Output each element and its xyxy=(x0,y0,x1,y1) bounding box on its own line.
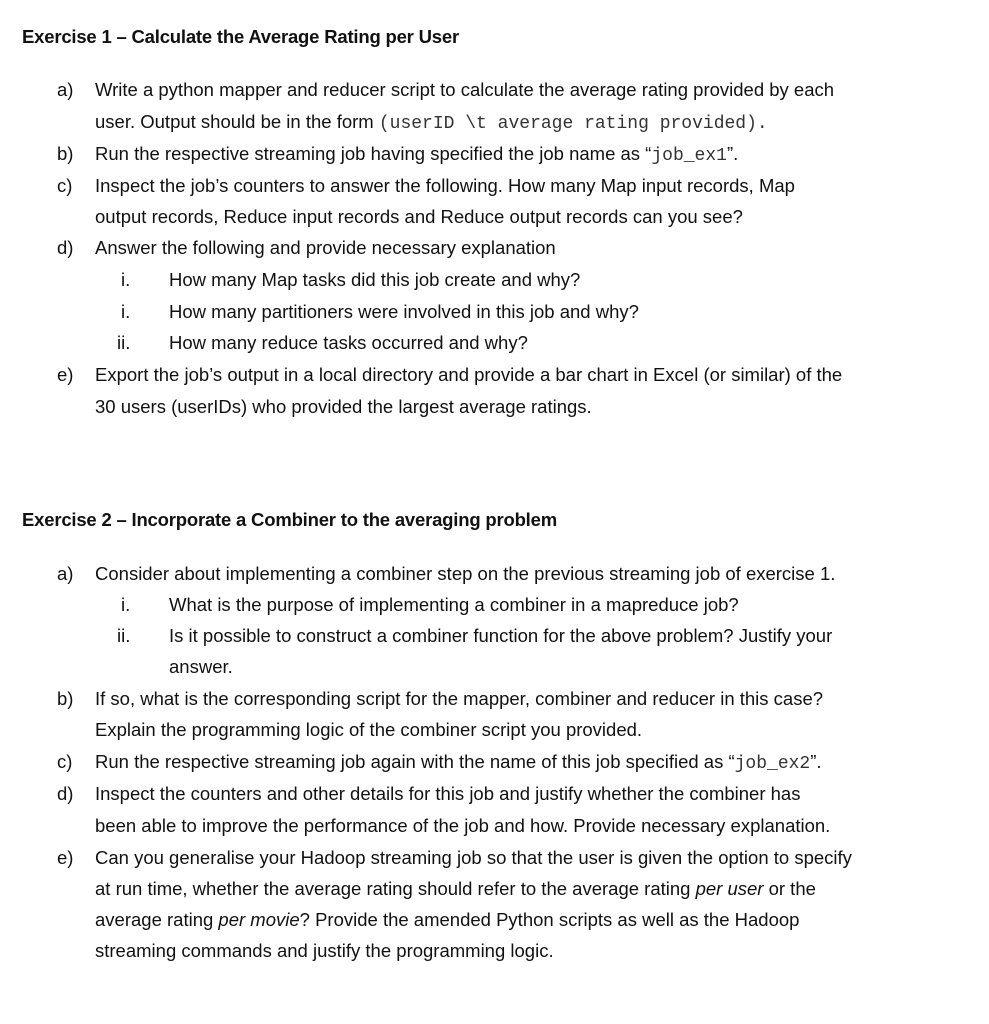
ex2-c-marker: c) xyxy=(57,751,73,772)
ex2-a-sub2-line2: answer. xyxy=(169,656,233,677)
ex1-a-line2-text: user. Output should be in the form xyxy=(95,111,379,132)
ex1-a-line2-code: (userID \t average rating provided). xyxy=(378,114,768,134)
ex1-d-sub3-marker: ii. xyxy=(117,332,131,353)
ex1-d-line: Answer the following and provide necessary explanation xyxy=(95,237,556,258)
ex1-b-marker: b) xyxy=(57,143,74,164)
ex1-b-code: job_ex1 xyxy=(651,146,727,166)
ex2-c-end: ”. xyxy=(810,751,822,772)
ex1-a-line1: Write a python mapper and reducer script to calculate the average rating provided by each xyxy=(95,79,835,100)
ex2-e-line3 xyxy=(95,908,799,932)
ex2-a-line: Consider about implementing a combiner step on the previous streaming job of exercise 1. xyxy=(95,563,836,584)
ex2-e-line3-italic: per movie xyxy=(218,909,300,930)
ex2-d-line1: Inspect the counters and other details for this job and justify whether the combiner has xyxy=(95,783,801,804)
ex2-c-line xyxy=(95,750,822,776)
ex1-a-line2 xyxy=(95,110,768,136)
ex1-b-text: Run the respective streaming job having specified the job name as “ xyxy=(95,143,652,164)
ex1-e-marker: e) xyxy=(57,364,74,385)
ex2-a-sub2-line1: Is it possible to construct a combiner function for the above problem? Justify your xyxy=(169,625,833,646)
ex2-a-sub2-marker: ii. xyxy=(117,625,131,646)
ex2-a-sub1-text: What is the purpose of implementing a combiner in a mapreduce job? xyxy=(169,594,739,615)
ex1-b-line xyxy=(95,142,738,168)
exercise1-title: Exercise 1 – Calculate the Average Rating per User xyxy=(22,26,459,47)
ex1-d-sub3-text: How many reduce tasks occurred and why? xyxy=(169,332,528,353)
ex2-c-text: Run the respective streaming job again with the name of this job specified as “ xyxy=(95,751,735,772)
ex1-b-end: ”. xyxy=(726,143,739,164)
ex2-b-marker: b) xyxy=(57,688,74,709)
ex1-a-marker: a) xyxy=(57,79,74,100)
ex2-e-line3-pre: average rating xyxy=(95,909,219,930)
ex2-a-marker: a) xyxy=(57,563,74,584)
ex2-e-line2-italic: per user xyxy=(695,878,764,899)
ex1-c-line1: Inspect the job’s counters to answer the following. How many Map input records, Map xyxy=(95,175,795,196)
ex2-d-line2: been able to improve the performance of the job and how. Provide necessary explanation. xyxy=(95,815,831,836)
ex2-e-line1: Can you generalise your Hadoop streaming job so that the user is given the option to specify xyxy=(95,847,852,868)
ex2-b-line1: If so, what is the corresponding script for the mapper, combiner and reducer in this case? xyxy=(95,688,824,709)
exercise2-title: Exercise 2 – Incorporate a Combiner to the averaging problem xyxy=(22,509,557,530)
ex1-d-sub2-marker: i. xyxy=(121,301,131,322)
ex2-b-line2: Explain the programming logic of the combiner script you provided. xyxy=(95,719,643,740)
ex1-d-marker: d) xyxy=(57,237,74,258)
ex2-d-marker: d) xyxy=(57,783,74,804)
ex2-c-code: job_ex2 xyxy=(734,754,811,774)
ex1-e-line1: Export the job’s output in a local directory and provide a bar chart in Excel (or similar) of the xyxy=(95,364,843,385)
ex2-e-marker: e) xyxy=(57,847,74,868)
ex2-e-line2 xyxy=(95,877,816,901)
ex1-e-line2: 30 users (userIDs) who provided the largest average ratings. xyxy=(95,396,592,417)
ex1-d-sub1-text: How many Map tasks did this job create and why? xyxy=(169,269,581,290)
ex2-e-line2-post: or the xyxy=(763,878,816,899)
ex1-d-sub2-text: How many partitioners were involved in this job and why? xyxy=(169,301,639,322)
ex1-c-line2: output records, Reduce input records and Reduce output records can you see? xyxy=(95,206,743,227)
ex2-a-sub1-marker: i. xyxy=(121,594,131,615)
ex2-e-line4: streaming commands and justify the programming logic. xyxy=(95,940,554,961)
ex1-c-marker: c) xyxy=(57,175,73,196)
ex2-e-line2-pre: at run time, whether the average rating should refer to the average rating xyxy=(95,878,696,899)
ex2-e-line3-post: ? Provide the amended Python scripts as well as the Hadoop xyxy=(299,909,800,930)
ex1-d-sub1-marker: i. xyxy=(121,269,131,290)
